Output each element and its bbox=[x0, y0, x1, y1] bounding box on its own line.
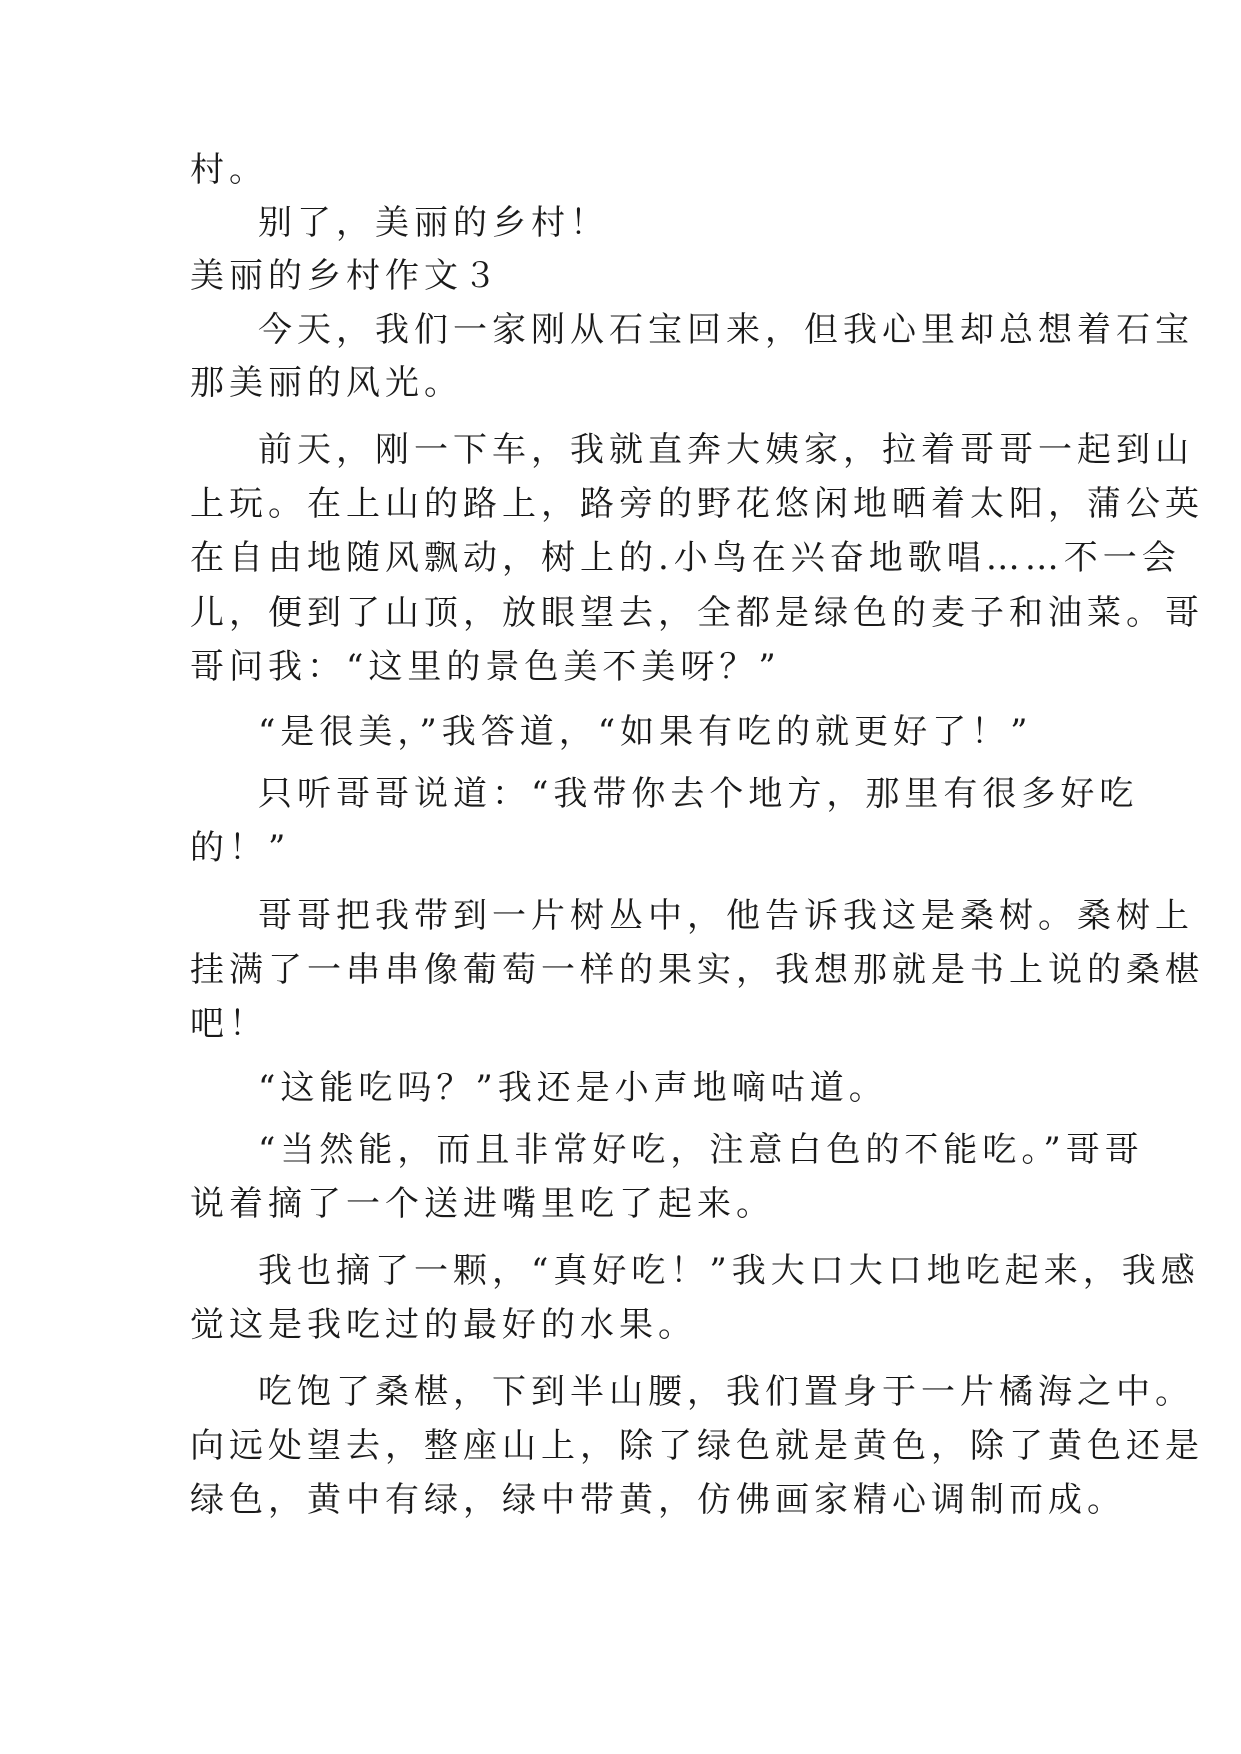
text-line: 哥问我：“这里的景色美不美呀？” bbox=[190, 647, 781, 687]
text-line: 村。 bbox=[190, 150, 268, 190]
text-line: 上玩。在上山的路上，路旁的野花悠闲地晒着太阳，蒲公英 bbox=[190, 484, 1204, 524]
section-heading: 美丽的乡村作文３ bbox=[190, 256, 502, 296]
text-line: 那美丽的风光。 bbox=[190, 363, 463, 403]
text-line: 别了，美丽的乡村！ bbox=[258, 203, 609, 243]
text-line: 我也摘了一颗，“真好吃！”我大口大口地吃起来，我感 bbox=[258, 1251, 1200, 1291]
text-line: 前天，刚一下车，我就直奔大姨家，拉着哥哥一起到山 bbox=[258, 430, 1194, 470]
text-line: 觉这是我吃过的最好的水果。 bbox=[190, 1305, 697, 1345]
text-line: 哥哥把我带到一片树丛中，他告诉我这是桑树。桑树上 bbox=[258, 896, 1194, 936]
text-line: 向远处望去，整座山上，除了绿色就是黄色，除了黄色还是 bbox=[190, 1426, 1204, 1466]
text-line: “是很美，”我答道，“如果有吃的就更好了！” bbox=[258, 712, 1033, 752]
text-line: 说着摘了一个送进嘴里吃了起来。 bbox=[190, 1184, 775, 1224]
text-line: 只听哥哥说道：“我带你去个地方，那里有很多好吃 bbox=[258, 774, 1139, 814]
text-line: 今天，我们一家刚从石宝回来，但我心里却总想着石宝 bbox=[258, 310, 1194, 350]
text-line: 绿色，黄中有绿，绿中带黄，仿佛画家精心调制而成。 bbox=[190, 1480, 1126, 1520]
text-line: 在自由地随风飘动，树上的.小鸟在兴奋地歌唱……不一会 bbox=[190, 538, 1181, 578]
text-line: “这能吃吗？”我还是小声地嘀咕道。 bbox=[258, 1068, 888, 1108]
text-line: 儿，便到了山顶，放眼望去，全都是绿色的麦子和油菜。哥 bbox=[190, 593, 1204, 633]
text-line: 吃饱了桑椹，下到半山腰，我们置身于一片橘海之中。 bbox=[258, 1372, 1194, 1412]
text-line: “当然能，而且非常好吃，注意白色的不能吃。”哥哥 bbox=[258, 1130, 1144, 1170]
text-line: 挂满了一串串像葡萄一样的果实，我想那就是书上说的桑椹 bbox=[190, 950, 1204, 990]
text-line: 的！” bbox=[190, 828, 291, 868]
text-line: 吧！ bbox=[190, 1004, 268, 1044]
